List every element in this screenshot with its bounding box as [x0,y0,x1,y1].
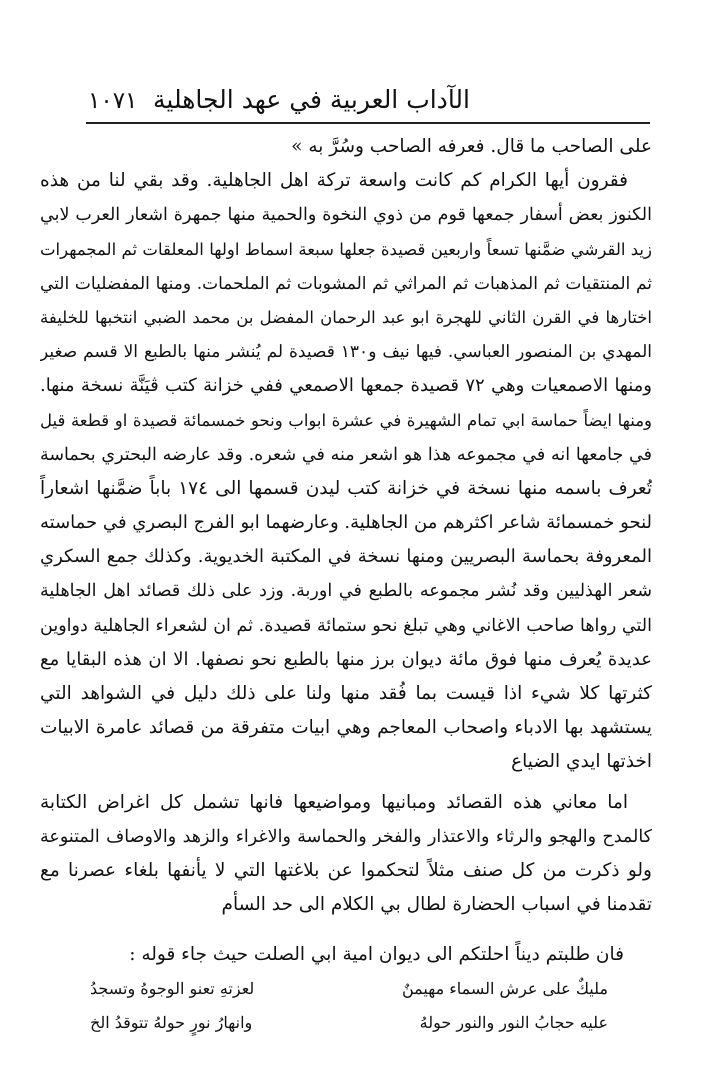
text-line: في جامعها انه في مجموعه هذا هو اشعر منه في شعره. وقد عارضه البحتري بحماسة [40,444,652,465]
text-line: كالمدح والهجو والرثاء والاعتذار والفخر والحماسة والاغراء والزهد والاوصاف المتنوعة [40,826,652,847]
text-line: اختارها في القرن الثاني للهجرة ابو عبد الرحمان المفضل بن محمد الضبي انتخبها للخليفة [40,307,652,327]
text-line: المعروفة بحماسة البصريين ومنها نسخة في المكتبة الخديوية. وكذلك جمع السكري [40,546,652,568]
text-line: ومنها ايضاً حماسة ابي تمام الشهيرة في عشرة ابواب ونحو خمسمائة قصيدة او قطعة قيل [40,410,652,430]
page-number: ١٠٧١ [88,88,138,114]
text-line: ومنها الاصمعيات وهي ٧٢ قصيدة جمعها الاصمعي ففي خزانة كتب ڤيَنَّة نسخة منها. [40,375,652,397]
text-line: فقرون أيها الكرام كم كانت واسعة تركة اهل الجاهلية. وقد بقي لنا من هذه [40,170,628,192]
running-header [88,82,640,118]
text-line: ثم المنتقيات ثم المذهبات ثم المراثي ثم المشوبات ثم الملحمات. ومنها المفضليات التي [40,273,652,294]
text-line: المهدي بن المنصور العباسي. فيها نيف و١٣٠ قصيدة لم يُنشر منها بالطبع الا قسم صغير [40,342,652,363]
text-line: اما معاني هذه القصائد ومبانيها ومواضيعها فانها تشمل كل اغراض الكتابة [40,791,628,813]
text-line: تقدمنا في اسباب الحضارة لطال بي الكلام الى حد السأم [221,894,652,916]
running-title: الآداب العربية في عهد الجاهلية [153,85,470,114]
text-line: زيد القرشي ضمَّنها تسعاً واربعين قصيدة جعلها سبعة اسماط اولها المعلقات ثم المجمهرات [40,239,652,259]
text-line: على الصاحب ما قال. فعرفه الصاحب وسُرَّ به » [291,136,652,157]
text-line: يستشهد بها الادباء واصحاب المعاجم وهي ابيات متفرقة من قصائد عامرة الابيات [40,717,652,739]
text-line: عديدة يُعرف منها فوق مائة ديوان برز منها بالطبع نحو نصفها. الا ان هذه البقايا مع [40,648,652,670]
text-line: التي رواها صاحب الاغاني وهي تبلغ نحو ستمائة قصيدة. ثم ان لشعراء الجاهلية دواوين [40,615,652,636]
text-line: كثرتها كلا شيء اذا قيست بما فُقد منها ولنا على ذلك دليل في الشواهد التي [40,683,652,704]
text-line: لنحو خمسمائة شاعر اكثرهم من الجاهلية. وعارضهما ابو الفرج البصري في حماسته [40,512,652,534]
verse-second-hemistich: وانهارُ نورٍ حولهُ تتوقدُ الخ [90,1013,253,1032]
header-rule [86,122,650,124]
verse-line [40,972,652,1006]
text-line: اخذتها ايدي الضياع [511,751,652,773]
verse-quotation [40,938,652,1040]
verse-second-hemistich: لعزتهِ تعنو الوجوهُ وتسجدُ [90,979,255,998]
text-line: الكنوز بعض أسفار جمعها قوم من ذوي النخوة والحمية منها جمهرة اشعار العرب لابي [40,205,652,226]
verse-first-hemistich: عليه حجابُ النور والنور حولهُ [419,1013,608,1032]
verse-first-hemistich: مليكٌ على عرش السماء مهيمنٌ [401,979,608,998]
verse-intro: فان طلبتم ديناً احلتكم الى ديوان امية ابي الصلت حيث جاء قوله : [129,944,624,965]
verse-line [40,1006,652,1040]
text-line: شعر الهذليين وقد نُشر مجموعه بالطبع في اوربة. وزد على ذلك قصائد اهل الجاهلية [40,581,652,602]
body-text [40,130,652,922]
text-line: تُعرف باسمه منها نسخة في خزانة كتب ليدن قسمها الى ١٧٤ باباً ضمَّنها اشعاراً [40,477,652,499]
text-line: ولو ذكرت من كل صنف مثلاً لتحكموا عن بلاغتها التي لا يأنفها بلغاء عصرنا مع [40,859,652,881]
